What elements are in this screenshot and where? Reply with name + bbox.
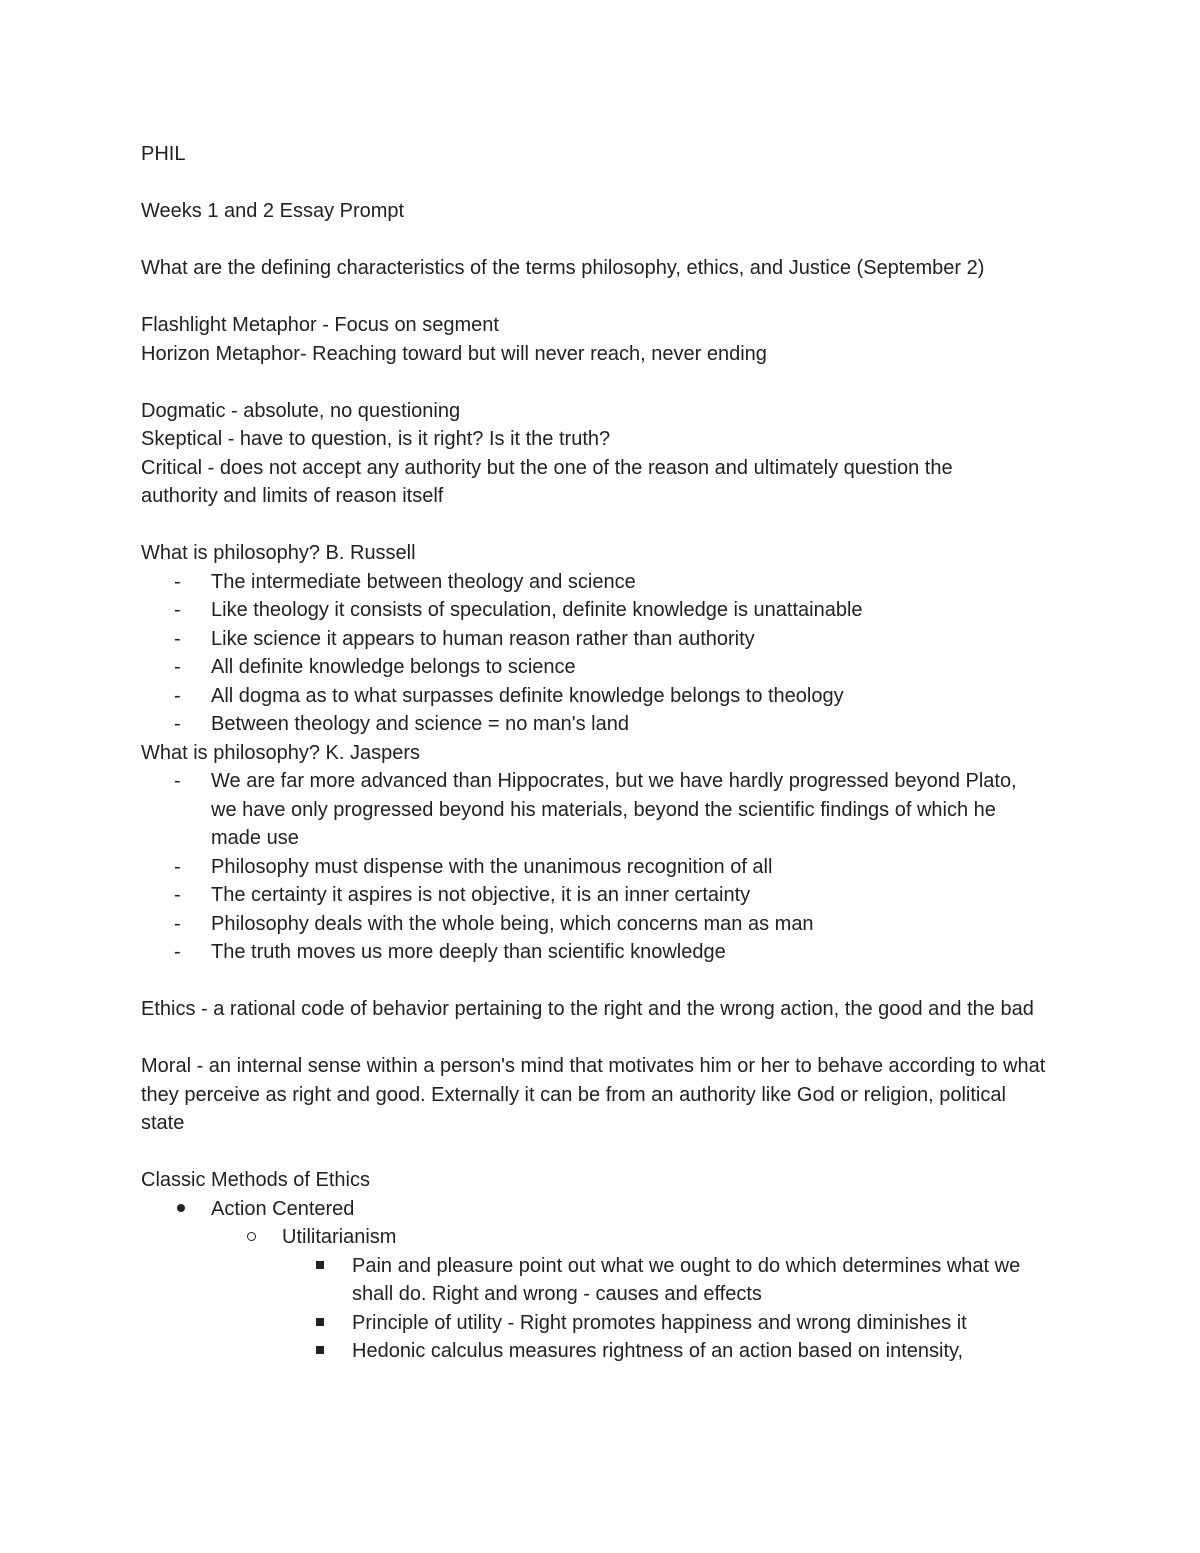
list-item — [141, 625, 1061, 654]
list-item-text: Pain and pleasure point out what we ought to do which determines what we shall do. Right and wrong - causes and effects — [352, 1254, 1021, 1305]
list-item — [141, 767, 1041, 853]
list-item — [141, 682, 1061, 711]
flashlight-metaphor: Flashlight Metaphor - Focus on segment — [141, 314, 499, 336]
list-item-text: All definite knowledge belongs to science — [211, 656, 576, 678]
list-item — [141, 881, 1061, 910]
dash-marker: - — [174, 627, 181, 650]
disc-bullet-icon — [177, 1195, 185, 1224]
spacer — [141, 169, 1061, 198]
dash-marker: - — [174, 941, 181, 963]
methods-heading: Classic Methods of Ethics — [141, 1169, 370, 1191]
course-title: PHIL — [141, 143, 186, 165]
dash-marker: - — [174, 656, 181, 678]
list-item — [141, 1223, 1061, 1252]
list-item — [141, 568, 1061, 597]
list-item-text: Hedonic calculus measures rightness of an action based on intensity, — [352, 1340, 964, 1362]
list-item-text: All dogma as to what surpasses definite knowledge belongs to theology — [211, 684, 844, 707]
list-item-text: We are far more advanced than Hippocrates, but we have hardly progressed beyond Plato, we have only progressed beyond his materials, beyond the scientific findings of which he made use — [211, 770, 1017, 849]
list-item — [141, 910, 1061, 939]
list-item-text: Principle of utility - Right promotes happiness and wrong diminishes it — [352, 1311, 967, 1334]
critical-definition: Critical - does not accept any authority but the one of the reason and ultimately question the authority and limits of reason itself — [141, 456, 953, 507]
list-item-text: The truth moves us more deeply than scientific knowledge — [211, 941, 726, 963]
list-item-text: Philosophy deals with the whole being, which concerns man as man — [211, 912, 814, 935]
jaspers-list — [141, 767, 1061, 967]
list-item-text: Like theology it consists of speculation, definite knowledge is unattainable — [211, 599, 863, 621]
list-item — [141, 1337, 1052, 1366]
circle-bullet-icon — [247, 1223, 256, 1252]
methods-list — [141, 1195, 1061, 1366]
list-item — [141, 596, 1061, 625]
list-item-text: Between theology and science = no man's land — [211, 713, 629, 735]
spacer — [141, 368, 1061, 397]
spacer — [141, 283, 1061, 312]
dash-marker: - — [174, 770, 181, 792]
list-item — [141, 853, 1061, 882]
dash-marker: - — [174, 684, 181, 707]
ethics-definition: Ethics - a rational code of behavior pertaining to the right and the wrong action, the good and the bad — [141, 998, 1034, 1020]
square-bullet-icon — [316, 1309, 324, 1338]
spacer — [141, 1024, 1061, 1053]
list-item-text: Like science it appears to human reason rather than authority — [211, 627, 755, 650]
russell-heading: What is philosophy? B. Russell — [141, 542, 416, 564]
skeptical-definition: Skeptical - have to question, is it right? Is it the truth? — [141, 428, 611, 450]
list-item — [141, 1195, 1061, 1224]
list-item-text: Action Centered — [211, 1197, 355, 1220]
square-bullet-icon — [316, 1337, 324, 1366]
list-item — [141, 1309, 1052, 1338]
list-item-text: Utilitarianism — [282, 1226, 397, 1248]
jaspers-heading: What is philosophy? K. Jaspers — [141, 741, 421, 764]
dash-marker: - — [174, 570, 181, 593]
dash-marker: - — [174, 855, 181, 878]
spacer — [141, 511, 1061, 540]
prompt-title: Weeks 1 and 2 Essay Prompt — [141, 200, 405, 222]
list-item-text: The certainty it aspires is not objective, it is an inner certainty — [211, 884, 751, 906]
list-item — [141, 938, 1061, 967]
dash-marker: - — [174, 912, 181, 935]
list-item — [141, 710, 1061, 739]
list-item — [141, 1252, 1052, 1309]
spacer — [141, 967, 1061, 996]
spacer — [141, 1138, 1061, 1167]
horizon-metaphor: Horizon Metaphor- Reaching toward but will never reach, never ending — [141, 342, 767, 365]
spacer — [141, 226, 1061, 255]
dash-marker: - — [174, 713, 181, 735]
dash-marker: - — [174, 884, 181, 906]
essay-question: What are the defining characteristics of the terms philosophy, ethics, and Justice (September 2) — [141, 257, 985, 279]
moral-definition: Moral - an internal sense within a person's mind that motivates him or her to behave according to what they perceive as right and good. Externally it can be from an authority like God or religion, political state — [141, 1055, 1046, 1134]
square-bullet-icon — [316, 1252, 324, 1281]
list-item — [141, 653, 1061, 682]
list-item-text: The intermediate between theology and science — [211, 570, 636, 593]
dash-marker: - — [174, 599, 181, 621]
russell-list — [141, 568, 1061, 739]
list-item-text: Philosophy must dispense with the unanimous recognition of all — [211, 855, 773, 878]
dogmatic-definition: Dogmatic - absolute, no questioning — [141, 399, 461, 422]
document-page — [141, 140, 1061, 1366]
